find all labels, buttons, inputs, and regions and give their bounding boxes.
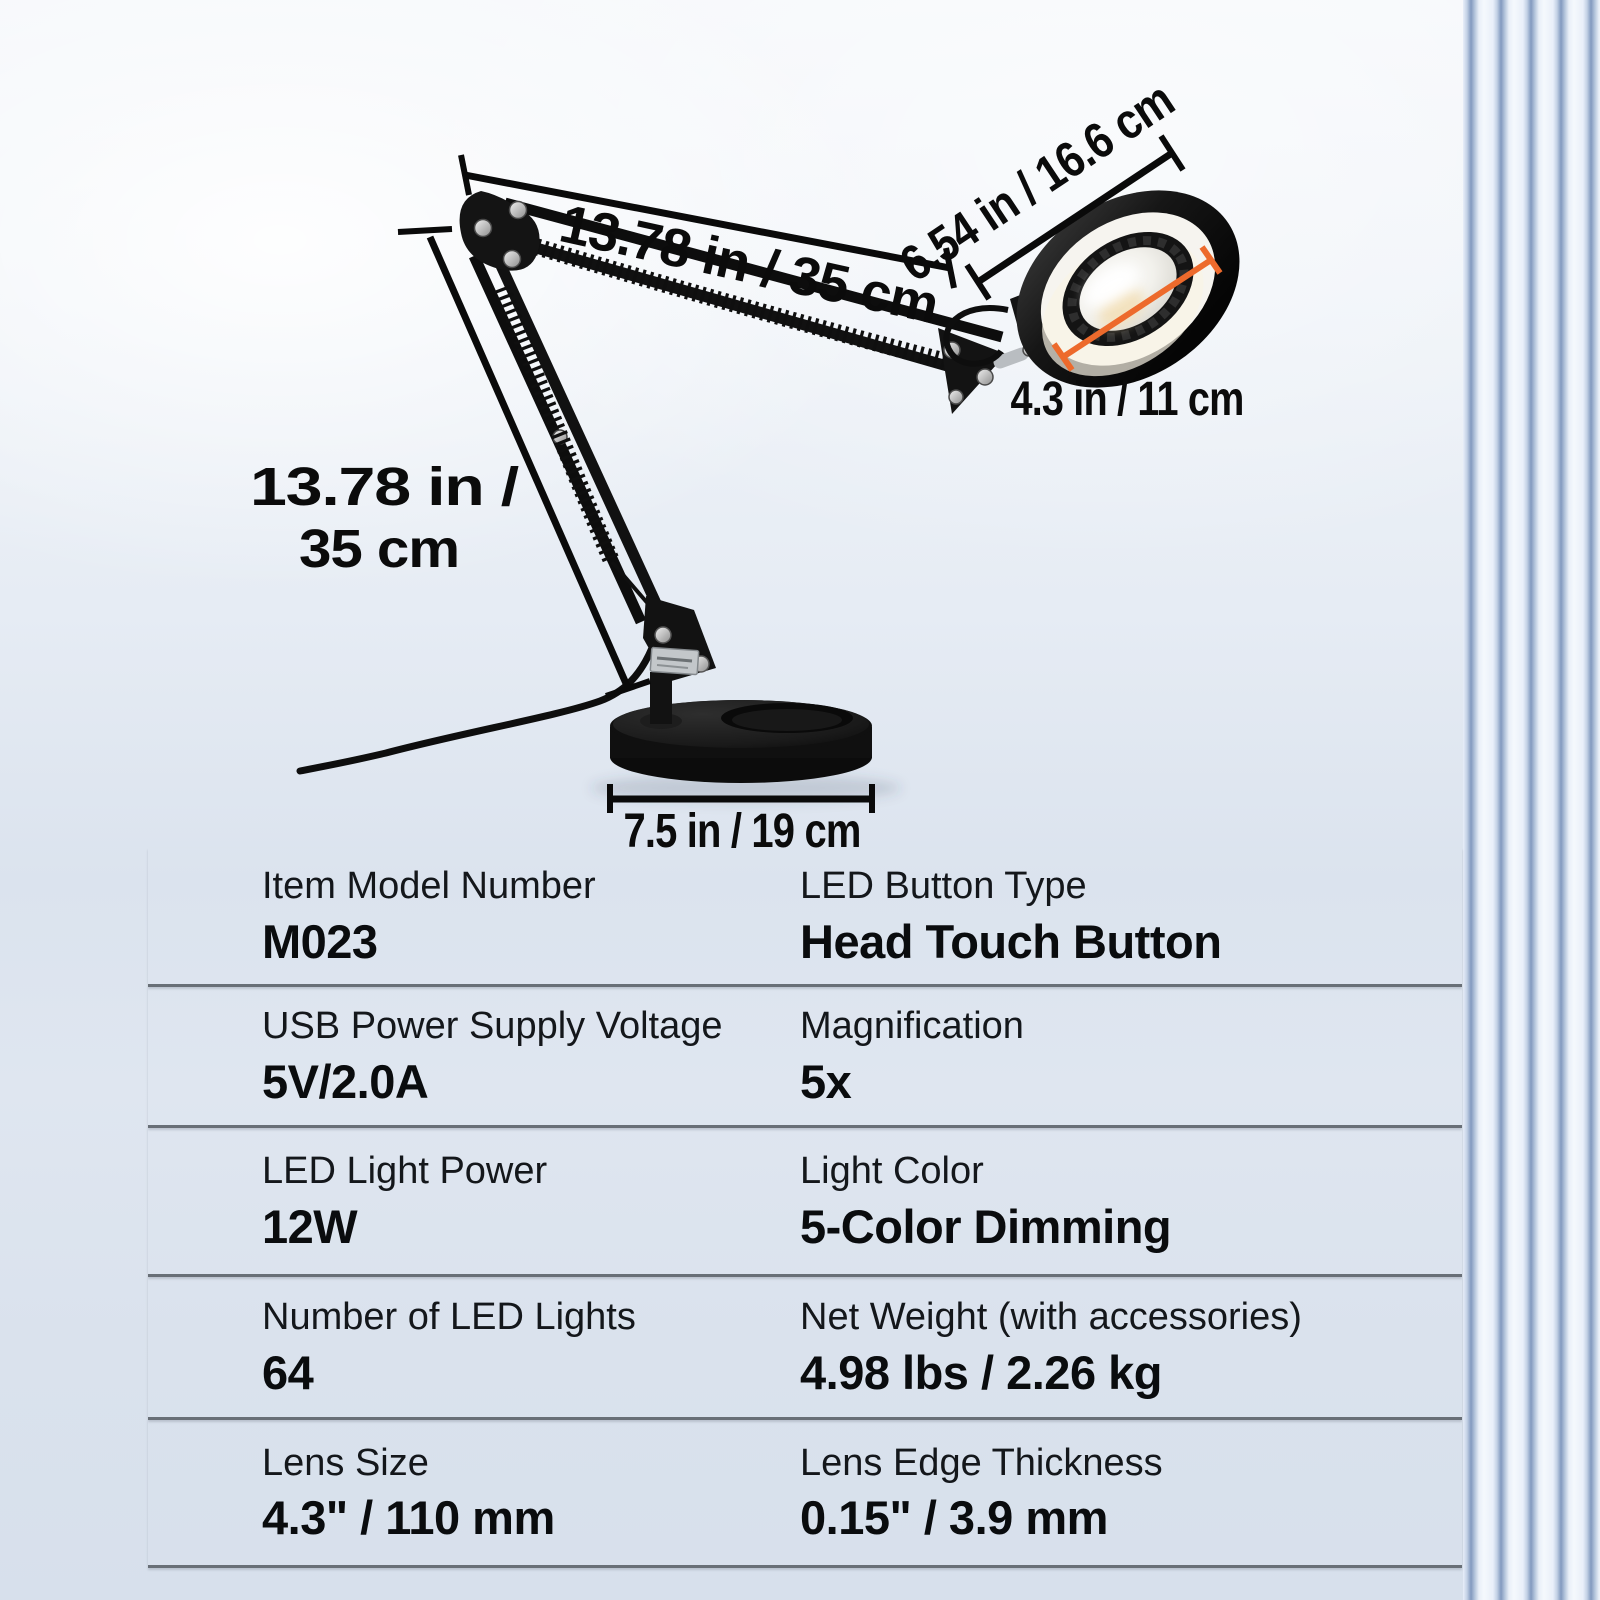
dimension-label-lower-arm-line1: 13.78 in / xyxy=(250,457,520,517)
spec-label: Magnification xyxy=(800,1004,1024,1047)
spec-label: Number of LED Lights xyxy=(262,1295,636,1338)
lower-arm xyxy=(474,246,660,622)
spec-net-weight xyxy=(800,1296,1302,1398)
spec-value: 5V/2.0A xyxy=(262,1054,429,1108)
lamp-base xyxy=(610,700,872,783)
spec-row-leds xyxy=(148,1277,1462,1420)
spec-value: 5-Color Dimming xyxy=(800,1199,1172,1253)
spec-row-lens xyxy=(148,1420,1462,1568)
spec-row-light xyxy=(148,1128,1462,1277)
spec-table xyxy=(148,848,1462,1568)
spec-label: Lens Edge Thickness xyxy=(800,1441,1163,1484)
spec-label: Item Model Number xyxy=(262,864,596,907)
head-pivot-pin xyxy=(1000,354,1022,362)
spec-value: 4.98 lbs / 2.26 kg xyxy=(800,1345,1162,1399)
elbow-joint xyxy=(938,328,1022,414)
spec-magnification xyxy=(800,1005,1024,1107)
spec-label: LED Light Power xyxy=(262,1149,548,1192)
dimension-label-lens: 4.3 in / 11 cm xyxy=(1010,373,1244,426)
power-cord xyxy=(300,648,652,771)
spec-row-power xyxy=(148,987,1462,1128)
dimension-label-lower-arm-line2: 35 cm xyxy=(299,519,459,579)
spec-label: LED Button Type xyxy=(800,864,1087,907)
spec-lens-size xyxy=(262,1441,555,1543)
dimension-label-head: 6.54 in / 16.6 cm xyxy=(889,44,1224,293)
spec-led-button-type xyxy=(800,865,1221,967)
dimension-label-base: 7.5 in / 19 cm xyxy=(623,805,861,858)
spec-light-color xyxy=(800,1150,1171,1252)
spec-value: 0.15" / 3.9 mm xyxy=(800,1491,1108,1544)
spec-value: 4.3" / 110 mm xyxy=(262,1491,555,1544)
spec-row-model xyxy=(148,848,1462,987)
spec-value: 5x xyxy=(800,1054,852,1108)
spec-label: Lens Size xyxy=(262,1441,429,1484)
spec-value: M023 xyxy=(262,914,378,968)
spec-label: Net Weight (with accessories) xyxy=(800,1295,1302,1338)
spec-value: 12W xyxy=(262,1199,358,1253)
spec-led-light-power xyxy=(262,1150,547,1252)
dimension-label-upper-arm: 13.78 in / 35 cm xyxy=(554,193,939,335)
spec-label: USB Power Supply Voltage xyxy=(262,1004,723,1047)
spec-number-of-leds xyxy=(262,1296,636,1398)
lower-bracket xyxy=(643,596,716,682)
spec-value: 64 xyxy=(262,1345,314,1399)
spec-value: Head Touch Button xyxy=(800,914,1222,968)
spec-usb-voltage xyxy=(262,1005,723,1107)
spec-lens-edge-thickness xyxy=(800,1441,1163,1543)
spec-label: Light Color xyxy=(800,1149,984,1192)
spec-item-model-number xyxy=(262,865,596,967)
